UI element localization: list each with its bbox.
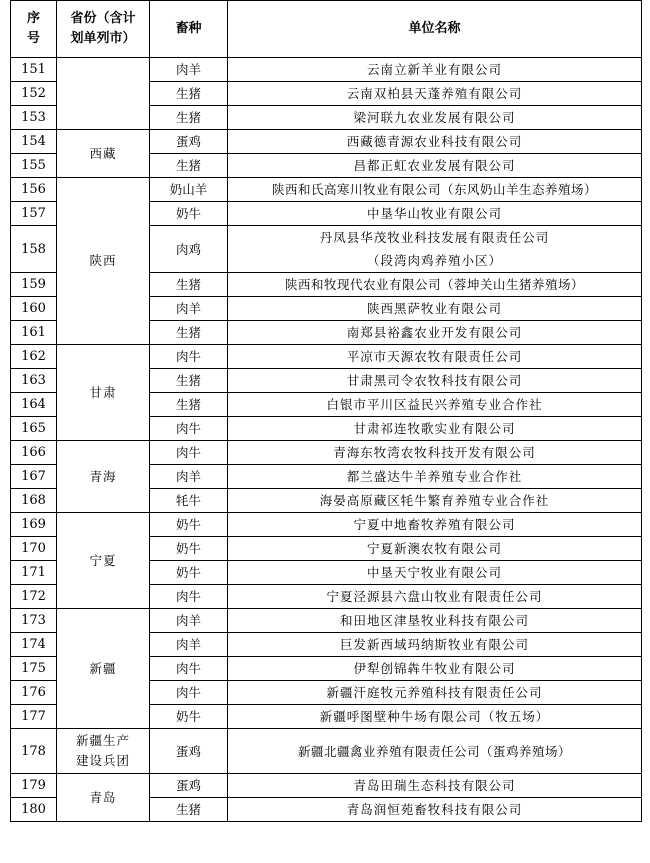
unit-name-cell: 陕西黑萨牧业有限公司 xyxy=(228,297,642,321)
species-cell: 奶山羊 xyxy=(150,178,228,202)
unit-name-cell: 白银市平川区益民兴养殖专业合作社 xyxy=(228,393,642,417)
unit-name-cell: 甘肃祁连牧歌实业有限公司 xyxy=(228,417,642,441)
region-cell-bingtuan: 新疆生产 建设兵团 xyxy=(57,729,150,774)
unit-name-cell: 新疆北疆禽业养殖有限责任公司（蛋鸡养殖场） xyxy=(228,729,642,774)
row-number: 164 xyxy=(11,393,57,417)
species-cell: 奶牛 xyxy=(150,705,228,729)
table-row xyxy=(11,729,642,774)
species-cell: 生猪 xyxy=(150,393,228,417)
species-cell: 蛋鸡 xyxy=(150,774,228,798)
species-cell: 生猪 xyxy=(150,321,228,345)
region-cell-ningxia: 宁夏 xyxy=(57,513,150,609)
species-cell: 肉牛 xyxy=(150,345,228,369)
header-species: 畜种 xyxy=(150,1,228,58)
row-number: 176 xyxy=(11,681,57,705)
table-row xyxy=(11,609,642,633)
row-number: 171 xyxy=(11,561,57,585)
unit-name-cell: 都兰盛达牛羊养殖专业合作社 xyxy=(228,465,642,489)
unit-name-cell: 宁夏新澳农牧有限公司 xyxy=(228,537,642,561)
table-row xyxy=(11,441,642,465)
table-row xyxy=(11,130,642,154)
row-number: 155 xyxy=(11,154,57,178)
species-cell: 肉牛 xyxy=(150,681,228,705)
species-cell: 生猪 xyxy=(150,154,228,178)
region-cell-gansu: 甘肃 xyxy=(57,345,150,441)
species-cell: 肉羊 xyxy=(150,465,228,489)
unit-name-cell: 青海东牧湾农牧科技开发有限公司 xyxy=(228,441,642,465)
header-unit-name: 单位名称 xyxy=(228,1,642,58)
region-cell-shaanxi: 陕西 xyxy=(57,178,150,345)
row-number: 177 xyxy=(11,705,57,729)
region-cell-qingdao: 青岛 xyxy=(57,774,150,822)
species-cell: 蛋鸡 xyxy=(150,729,228,774)
header-province: 省份（含计 划单列市） xyxy=(57,1,150,58)
row-number: 179 xyxy=(11,774,57,798)
row-number: 152 xyxy=(11,82,57,106)
row-number: 175 xyxy=(11,657,57,681)
row-number: 163 xyxy=(11,369,57,393)
unit-name-cell: 新疆汗庭牧元养殖科技有限责任公司 xyxy=(228,681,642,705)
species-cell: 肉牛 xyxy=(150,441,228,465)
row-number: 172 xyxy=(11,585,57,609)
region-cell-xizang: 西藏 xyxy=(57,130,150,178)
species-cell: 蛋鸡 xyxy=(150,130,228,154)
species-cell: 奶牛 xyxy=(150,513,228,537)
unit-name-cell: 南郑县裕鑫农业开发有限公司 xyxy=(228,321,642,345)
unit-name-cell: 海晏高原藏区牦牛繁育养殖专业合作社 xyxy=(228,489,642,513)
unit-name-cell: 云南立新羊业有限公司 xyxy=(228,58,642,82)
row-number: 159 xyxy=(11,273,57,297)
species-cell: 肉羊 xyxy=(150,633,228,657)
species-cell: 肉牛 xyxy=(150,417,228,441)
row-number: 154 xyxy=(11,130,57,154)
row-number: 173 xyxy=(11,609,57,633)
row-number: 170 xyxy=(11,537,57,561)
livestock-farm-table xyxy=(10,0,642,822)
species-cell: 肉羊 xyxy=(150,609,228,633)
unit-name-cell: 宁夏中地畜牧养殖有限公司 xyxy=(228,513,642,537)
row-number: 180 xyxy=(11,798,57,822)
species-cell: 生猪 xyxy=(150,369,228,393)
row-number: 174 xyxy=(11,633,57,657)
unit-name-cell: 陕西和牧现代农业有限公司（蓉坤关山生猪养殖场） xyxy=(228,273,642,297)
species-cell: 肉鸡 xyxy=(150,226,228,273)
species-cell: 奶牛 xyxy=(150,202,228,226)
unit-name-cell: 昌都正虹农业发展有限公司 xyxy=(228,154,642,178)
unit-name-cell: 梁河联九农业发展有限公司 xyxy=(228,106,642,130)
row-number: 161 xyxy=(11,321,57,345)
species-cell: 生猪 xyxy=(150,106,228,130)
unit-name-cell: 中垦天宁牧业有限公司 xyxy=(228,561,642,585)
unit-name-cell: 和田地区津垦牧业科技有限公司 xyxy=(228,609,642,633)
unit-name-cell: 陕西和氏高寒川牧业有限公司（东风奶山羊生态养殖场） xyxy=(228,178,642,202)
unit-name-cell xyxy=(228,226,642,273)
unit-name-cell: 宁夏泾源县六盘山牧业有限责任公司 xyxy=(228,585,642,609)
species-cell: 奶牛 xyxy=(150,561,228,585)
species-cell: 肉羊 xyxy=(150,58,228,82)
table-row xyxy=(11,178,642,202)
unit-name-cell: 中垦华山牧业有限公司 xyxy=(228,202,642,226)
row-number: 153 xyxy=(11,106,57,130)
row-number: 178 xyxy=(11,729,57,774)
species-cell: 生猪 xyxy=(150,798,228,822)
region-cell-qinghai: 青海 xyxy=(57,441,150,513)
row-number: 169 xyxy=(11,513,57,537)
unit-name-cell: 巨发新西域玛纳斯牧业有限公司 xyxy=(228,633,642,657)
unit-name-cell: 青岛润恒苑畜牧科技有限公司 xyxy=(228,798,642,822)
row-number: 168 xyxy=(11,489,57,513)
unit-name-cell: 甘肃黑司令农牧科技有限公司 xyxy=(228,369,642,393)
row-number: 165 xyxy=(11,417,57,441)
species-cell: 肉牛 xyxy=(150,585,228,609)
table-row xyxy=(11,774,642,798)
row-number: 158 xyxy=(11,226,57,273)
row-number: 162 xyxy=(11,345,57,369)
species-cell: 奶牛 xyxy=(150,537,228,561)
table-row xyxy=(11,345,642,369)
unit-name-cell: 云南双柏县天蓬养殖有限公司 xyxy=(228,82,642,106)
species-cell: 生猪 xyxy=(150,273,228,297)
unit-name-cell: 新疆呼图壁种牛场有限公司（牧五场） xyxy=(228,705,642,729)
unit-name-cell: 青岛田瑞生态科技有限公司 xyxy=(228,774,642,798)
species-cell: 肉牛 xyxy=(150,657,228,681)
species-cell: 肉羊 xyxy=(150,297,228,321)
row-number: 156 xyxy=(11,178,57,202)
row-number: 151 xyxy=(11,58,57,82)
unit-name-cell: 平凉市天源农牧有限责任公司 xyxy=(228,345,642,369)
table-row xyxy=(11,513,642,537)
row-number: 160 xyxy=(11,297,57,321)
header-serial-number: 序 号 xyxy=(11,1,57,58)
unit-name-line-2: （段湾肉鸡养殖小区） xyxy=(366,253,502,268)
region-cell-xinjiang: 新疆 xyxy=(57,609,150,729)
species-cell: 牦牛 xyxy=(150,489,228,513)
registry-table-container xyxy=(10,0,642,822)
row-number: 166 xyxy=(11,441,57,465)
table-header-row xyxy=(11,1,642,58)
species-cell: 生猪 xyxy=(150,82,228,106)
table-row xyxy=(11,58,642,82)
unit-name-line-1: 丹凤县华茂牧业科技发展有限责任公司 xyxy=(319,230,550,245)
unit-name-cell: 西藏德青源农业科技有限公司 xyxy=(228,130,642,154)
row-number: 167 xyxy=(11,465,57,489)
row-number: 157 xyxy=(11,202,57,226)
unit-name-cell: 伊犁创锦犇牛牧业有限公司 xyxy=(228,657,642,681)
region-cell-unlabeled xyxy=(57,58,150,130)
